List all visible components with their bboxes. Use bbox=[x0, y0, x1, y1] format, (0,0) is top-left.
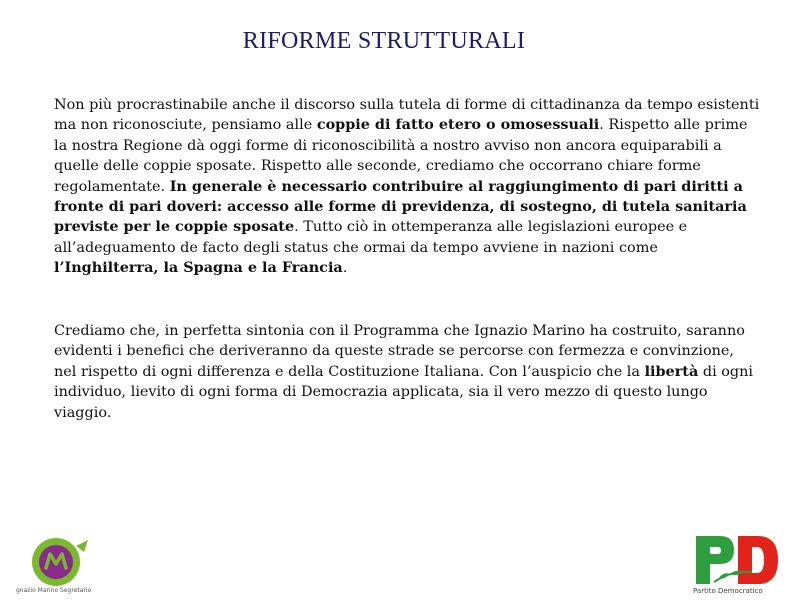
pd-logo-caption: Partito Democratico bbox=[693, 587, 763, 595]
paragraph1-run-5: l’Inghilterra, la Spagna e la Francia bbox=[54, 259, 343, 277]
paragraph1-run-0: Non più procrastinabile anche il discorso sulla tutela di forme di cittadinanza da tempo esistenti ma non riconosciute, pensiamo alle bbox=[54, 97, 760, 134]
paragraph1-run-6: . bbox=[342, 260, 348, 277]
paragraph1-run-1: coppie di fatto etero o omosessuali bbox=[316, 116, 600, 134]
paragraph2-run-1: libertà bbox=[644, 362, 699, 380]
paragraph1-run-2: . Rispetto alle prime la nostra Regione dà oggi forme di riconoscibilità a nostro avviso non ancora equiparabili a quelle delle coppie sposate. Rispetto alle seconde, crediamo che occorrano chiare forme regolamentate. bbox=[54, 117, 748, 195]
paragraph1-run-3: In generale è necessario contribuire al raggiungimento di pari diritti a fronte di pari doveri: accesso alle forme di previdenza, di sostegno, di tutela sanitaria previste per le coppie sposate bbox=[54, 177, 747, 236]
paragraph1-run-4: . Tutto ciò in ottemperanza alle legislazioni europee e all’adeguamento de facto degli status che ormai da tempo avviene in nazioni come bbox=[54, 219, 688, 256]
page-title: RIFORME STRUTTURALI bbox=[242, 28, 526, 54]
paragraph-1 bbox=[54, 95, 760, 279]
paragraph2-run-0: Crediamo che, in perfetta sintonia con il Programma che Ignazio Marino ha costruito, saranno evidenti i benefici che deriveranno da queste strade se percorse con fermezza e convinzione, nel rispetto di ogni differenza e della Costituzione Italiana. Con l’auspicio che la bbox=[54, 323, 745, 380]
marino-logo-caption: gnazio Marino Segretario bbox=[16, 587, 92, 594]
paragraph2-run-2: di ogni individuo, lievito di ogni forma di Democrazia applicata, sia il vero mezzo di questo lungo viaggio. bbox=[54, 363, 753, 421]
paragraph-2 bbox=[54, 321, 760, 423]
pd-logo bbox=[692, 534, 782, 590]
